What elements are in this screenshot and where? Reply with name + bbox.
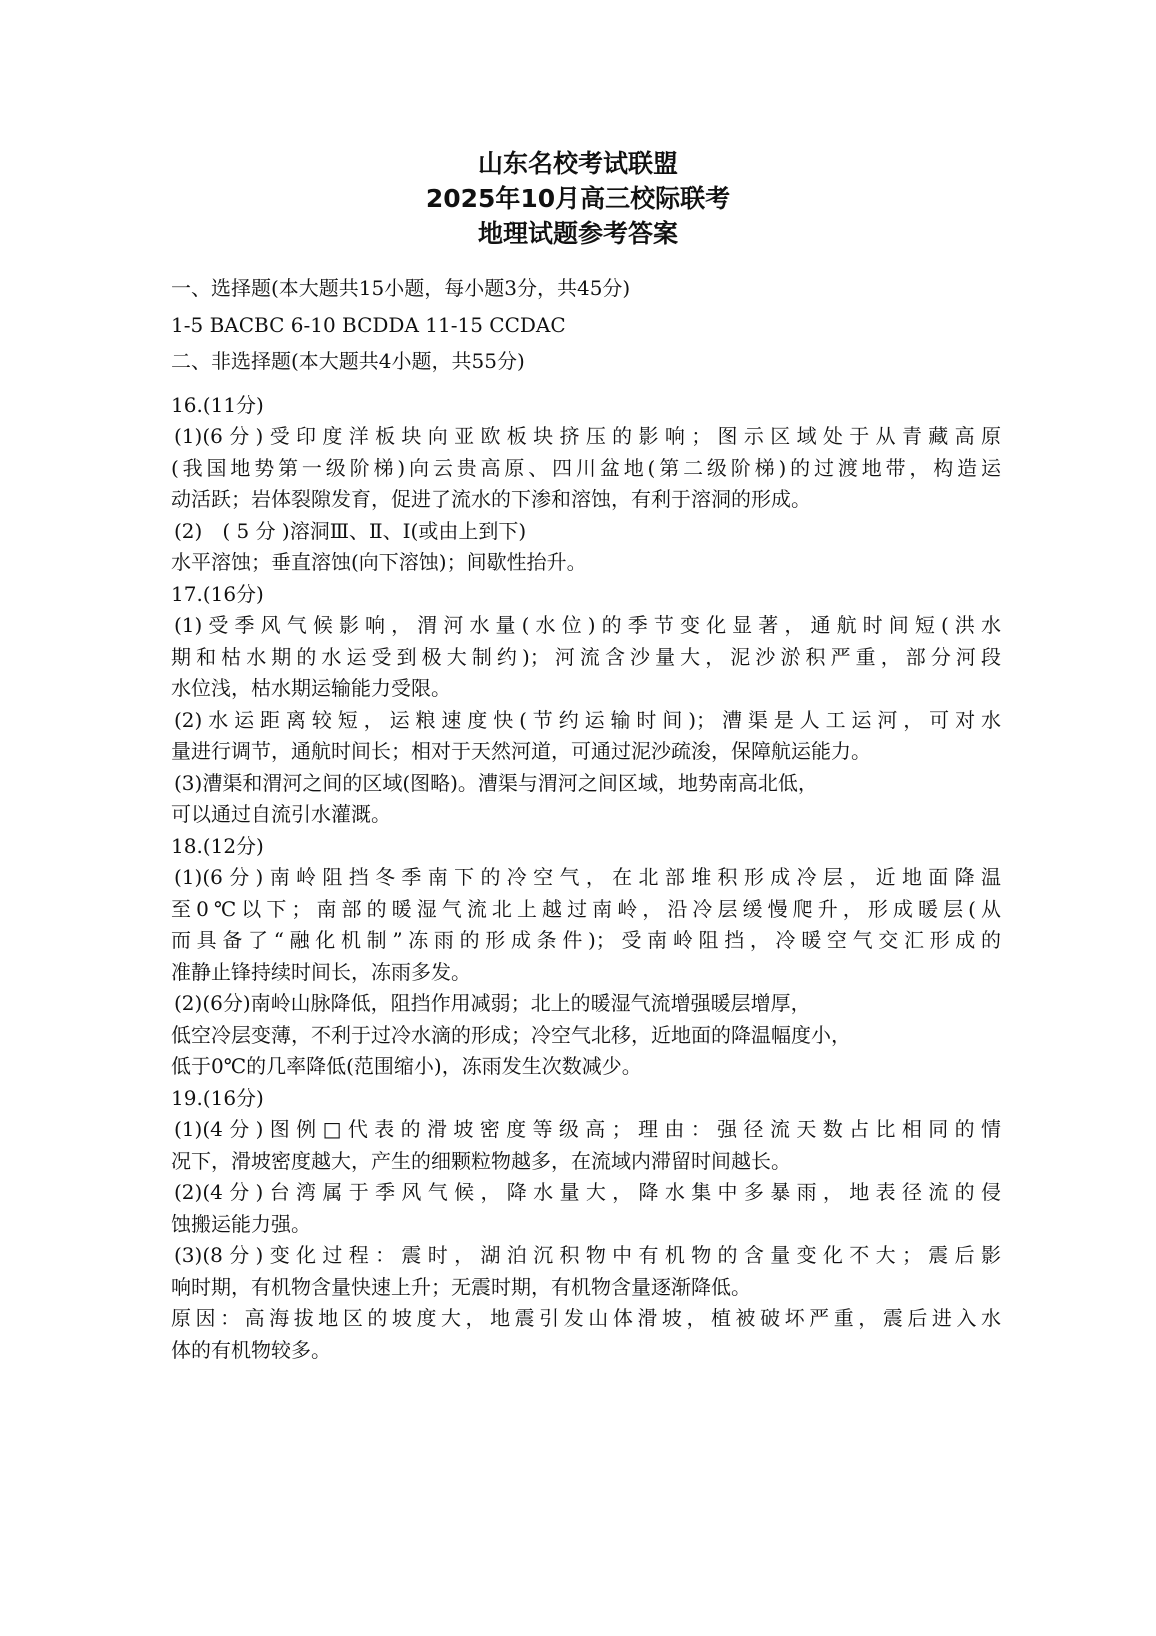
q18-part2-line: 低空冷层变薄，不利于过冷水滴的形成；冷空气北移，近地面的降温幅度小， [171, 1022, 851, 1047]
q19-part3-line: (3)(8分)变化过程：震时，湖泊沉积物中有机物的含量变化不大；震后影 [174, 1243, 1001, 1267]
q17-part3 [171, 768, 1001, 831]
q18-part2 [171, 988, 1001, 1083]
title-line-subject: 地理试题参考答案 [477, 219, 678, 248]
q19-part3 [171, 1240, 1001, 1366]
q19-part3-line: 响时期，有机物含量快速上升；无震时期，有机物含量逐渐降低。 [171, 1274, 751, 1299]
q17-part2-line: 量进行调节，通航时间长；相对于天然河道，可通过泥沙疏浚，保障航运能力。 [171, 739, 871, 763]
q17-part3-line: 可以通过自流引水灌溉。 [171, 802, 391, 826]
q18-part1-line: 至0℃以下；南部的暖湿气流北上越过南岭，沿冷层缓慢爬升，形成暖层(从 [171, 896, 1001, 921]
q16-part1-line: (1)(6分)受印度洋板块向亚欧板块挤压的影响；图示区域处于从青藏高原 [174, 424, 1001, 448]
q19-header: 19.(16分) [171, 1085, 264, 1110]
q17-part1-line: 期和枯水期的水运受到极大制约)；河流含沙量大，泥沙淤积严重，部分河段 [171, 644, 1001, 669]
q19-part2-line: (2)(4分)台湾属于季风气候，降水量大，降水集中多暴雨，地表径流的侵 [174, 1180, 1001, 1204]
q18-part2-line: 低于0℃的几率降低(范围缩小)，冻雨发生次数减少。 [171, 1054, 642, 1078]
q17-part1 [171, 610, 1001, 705]
q19-part3-line: 体的有机物较多。 [171, 1337, 331, 1362]
q16-part2 [171, 516, 1001, 579]
q18-part1-line: 准静止锋持续时间长，冻雨多发。 [171, 959, 471, 984]
section1-heading: 一、选择题(本大题共15小题，每小题3分，共45分) [171, 276, 631, 300]
q18-header: 18.(12分) [171, 833, 264, 858]
q18-part1-line: 而具备了“融化机制”冻雨的形成条件)；受南岭阻挡，冷暖空气交汇形成的 [171, 928, 1001, 952]
q19-part2-line: 蚀搬运能力强。 [171, 1211, 311, 1236]
q17-part1-line: 水位浅，枯水期运输能力受限。 [171, 676, 451, 700]
q16-part1 [171, 421, 1001, 516]
section2-heading: 二、非选择题(本大题共4小题，共55分) [171, 349, 525, 373]
document-body [171, 273, 1001, 1366]
q16-part1-line: (我国地势第一级阶梯)向云贵高原、四川盆地(第二级阶梯)的过渡地带，构造运 [171, 455, 1001, 480]
q17-header: 17.(16分) [171, 581, 264, 606]
q17-part2 [171, 705, 1001, 768]
q18-part1 [171, 862, 1001, 988]
q19-part1-line: 况下，滑坡密度越大，产生的细颗粒物越多，在流域内滞留时间越长。 [171, 1148, 791, 1173]
q16-part2-line: 水平溶蚀；垂直溶蚀(向下溶蚀)；间歇性抬升。 [171, 550, 587, 574]
q17-part1-line: (1)受季风气候影响，渭河水量(水位)的季节变化显著，通航时间短(洪水 [174, 613, 1001, 637]
title-line-exam: 2025年10月高三校际联考 [425, 184, 731, 213]
q16-header: 16.(11分) [171, 392, 264, 417]
q16-part1-line: 动活跃；岩体裂隙发育，促进了流水的下渗和溶蚀，有利于溶洞的形成。 [171, 487, 811, 511]
q16-part2-line: (2) ( 5 分 )溶洞Ⅲ、Ⅱ、Ⅰ(或由上到下) [174, 518, 527, 543]
q19-part1 [171, 1114, 1001, 1177]
q18-part2-line: (2)(6分)南岭山脉降低，阻挡作用减弱；北上的暖湿气流增强暖层增厚， [174, 991, 811, 1015]
q19-part2 [171, 1177, 1001, 1240]
title-line-organization: 山东名校考试联盟 [477, 149, 678, 178]
document-title [0, 146, 1156, 251]
multiple-choice-answers: 1-5 BACBC 6-10 BCDDA 11-15 CCDAC [171, 312, 566, 337]
q19-part1-line: (1)(4分)图例□代表的滑坡密度等级高；理由：强径流天数占比相同的情 [174, 1117, 1001, 1141]
q19-part3-line: 原因：高海拔地区的坡度大，地震引发山体滑坡，植被破坏严重，震后进入水 [171, 1306, 1001, 1330]
q17-part2-line: (2)水运距离较短，运粮速度快(节约运输时间)；漕渠是人工运河，可对水 [174, 707, 1001, 732]
q18-part1-line: (1)(6分)南岭阻挡冬季南下的冷空气，在北部堆积形成冷层，近地面降温 [174, 865, 1001, 889]
q17-part3-line: (3)漕渠和渭河之间的区域(图略)。漕渠与渭河之间区域，地势南高北低， [174, 770, 818, 795]
